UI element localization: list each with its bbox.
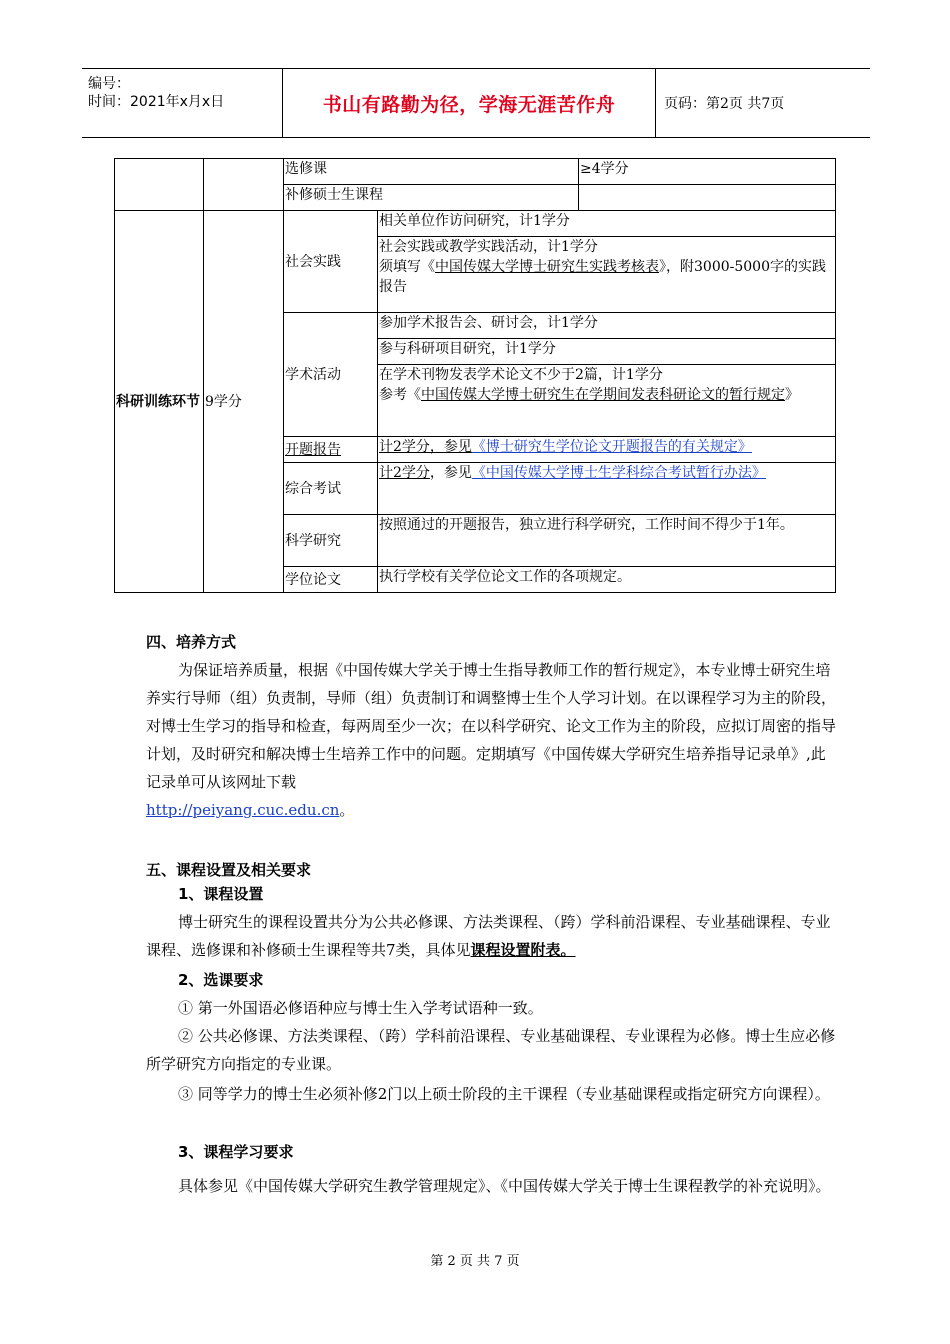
peiyang-url-link[interactable]: http://peiyang.cuc.edu.cn (146, 801, 340, 819)
section-4-text: 为保证培养质量，根据《中国传媒大学关于博士生指导教师工作的暂行规定》，本专业博士研究生培养实行导师（组）负责制，导师（组）负责制订和调整博士生个人学习计划。在以课程学习为主的阶段，对博士生学习的指导和检查，每两周至少一次；在以科学研究、论文工作为主的阶段，应拟订周密的指导计划，及时研究和解决博士生培养工作中的问题。定期填写《中国传媒大学研究生培养指导记录单》,此记录单可从该网址下载 (146, 661, 837, 791)
academic-item-1: 参加学术报告会、研讨会，计1学分 (378, 313, 836, 339)
table-cell-empty (579, 185, 836, 211)
proposal-regulation-link[interactable]: 《博士研究生学位论文开题报告的有关规定》 (471, 439, 752, 455)
proposal-label[interactable]: 开题报告 (284, 437, 378, 463)
table-cell-empty (204, 159, 284, 211)
curriculum-table (114, 158, 836, 593)
course-setting-paragraph (146, 908, 836, 964)
course-setting-text: 博士研究生的课程设置共分为公共必修课、方法类课程、（跨）学科前沿课程、专业基础课程、专业课程、选修课和补修硕士生课程等共7类，具体见 (146, 913, 831, 959)
paper-regulation-link[interactable]: 中国传媒大学博士研究生在学期间发表科研论文的暂行规定 (421, 387, 785, 403)
table-cell-empty (115, 159, 204, 211)
header-meta (82, 69, 283, 137)
course-learning-paragraph: 具体参见《中国传媒大学研究生教学管理规定》、《中国传媒大学关于博士生课程教学的补充说明》。 (178, 1177, 831, 1195)
social-practice-item-2-3 (378, 237, 836, 313)
comprehensive-exam-text (378, 463, 836, 515)
comprehensive-exam-link[interactable]: 《中国传媒大学博士生学科综合考试暂行办法》 (471, 465, 766, 481)
section-4-end: 。 (339, 801, 355, 819)
document-time: 时间：2021年x月x日 (88, 94, 225, 110)
social-practice-item-2: 社会实践或教学实践活动，计1学分 (379, 239, 598, 255)
social-practice-item-1: 相关单位作访问研究，计1学分 (378, 211, 836, 237)
thesis-text: 执行学校有关学位论文工作的各项规定。 (378, 567, 836, 593)
academic-item-3: 在学术刊物发表学术论文不少于2篇，计1学分 (379, 367, 663, 383)
table-row (115, 211, 836, 237)
comprehensive-exam-credit: 计2学分 (379, 465, 430, 481)
scientific-research-text: 按照通过的开题报告，独立进行科学研究，工作时间不得少于1年。 (378, 515, 836, 567)
header-motto: 书山有路勤为径，学海无涯苦作舟 (322, 93, 616, 116)
elective-credit: ≥4学分 (579, 159, 836, 185)
course-appendix-link[interactable]: 课程设置附表。 (470, 941, 576, 959)
requirement-3: ③ 同等学力的博士生必须补修2门以上硕士阶段的主干课程（专业基础课程或指定研究方向课程）。 (178, 1085, 830, 1103)
research-section-credit: 9学分 (204, 211, 284, 593)
section-5-title: 五、课程设置及相关要求 (146, 861, 312, 879)
section-5-sub-1: 1、课程设置 (178, 885, 264, 903)
requirement-1: ① 第一外国语必修语种应与博士生入学考试语种一致。 (178, 999, 543, 1017)
section-4-paragraph (146, 656, 836, 824)
scientific-research-label: 科学研究 (284, 515, 378, 567)
section-5-sub-2: 2、选课要求 (178, 971, 264, 989)
document-number: 编号： (88, 76, 130, 92)
proposal-text (378, 437, 836, 463)
social-practice-label: 社会实践 (284, 211, 378, 313)
academic-item-4-pre: 参考《 (379, 387, 421, 403)
elective-label: 选修课 (284, 159, 579, 185)
page-footer: 第 2 页 共 7 页 (430, 1254, 520, 1269)
requirement-2: ② 公共必修课、方法类课程、（跨）学科前沿课程、专业基础课程、专业课程为必修。博士生应必修所学研究方向指定的专业课。 (146, 1027, 836, 1073)
thesis-label: 学位论文 (284, 567, 378, 593)
research-section-label: 科研训练环节 (115, 211, 204, 593)
page-header (82, 68, 870, 138)
section-4-title: 四、培养方式 (146, 633, 237, 651)
social-practice-item-3-post: 》，附3000-5000字的实践报告 (379, 259, 826, 295)
social-practice-item-3-pre: 须填写《 (379, 259, 435, 275)
header-page-cell (656, 69, 870, 137)
remedial-label: 补修硕士生课程 (284, 185, 579, 211)
table-row (115, 159, 836, 185)
header-page-number: 页码：第2页 共7页 (664, 96, 785, 112)
header-motto-cell (283, 69, 656, 137)
proposal-credit: 计2学分，参见 (379, 439, 472, 455)
practice-form-link[interactable]: 中国传媒大学博士研究生实践考核表 (435, 259, 659, 275)
comprehensive-exam-see: ，参见 (429, 465, 472, 481)
academic-item-3-4 (378, 365, 836, 437)
academic-activity-label: 学术活动 (284, 313, 378, 437)
academic-item-4-post: 》 (785, 387, 799, 403)
section-5-sub-3: 3、课程学习要求 (178, 1143, 294, 1161)
comprehensive-exam-label: 综合考试 (284, 463, 378, 515)
academic-item-2: 参与科研项目研究，计1学分 (378, 339, 836, 365)
